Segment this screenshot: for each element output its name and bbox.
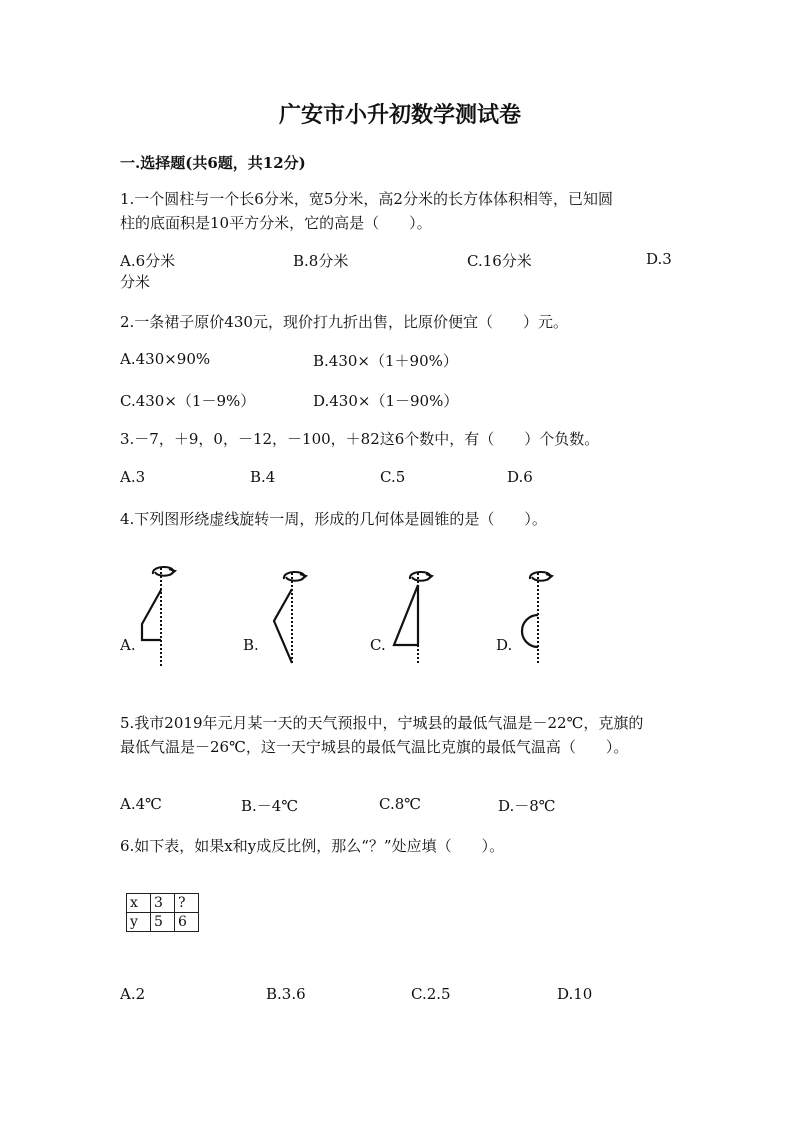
question-2-option-c[interactable]: C.430×（1－9%） bbox=[120, 392, 256, 410]
table-cell: 6 bbox=[175, 913, 199, 932]
question-6-line-1: 6.如下表，如果x和y成反比例，那么“？”处应填（ ）。 bbox=[120, 837, 505, 855]
question-5-option-c[interactable]: C.8℃ bbox=[379, 795, 422, 813]
question-2-option-a[interactable]: A.430×90% bbox=[120, 350, 211, 368]
figure-d-label[interactable]: D. bbox=[496, 636, 513, 654]
figure-b-label[interactable]: B. bbox=[243, 636, 259, 654]
figure-b-shape bbox=[266, 565, 326, 675]
ratio-table bbox=[126, 893, 199, 932]
table-cell: x bbox=[127, 894, 151, 913]
table-cell: y bbox=[127, 913, 151, 932]
question-3-option-d[interactable]: D.6 bbox=[507, 468, 533, 486]
question-5-option-d[interactable]: D.－8℃ bbox=[498, 797, 556, 815]
table-row bbox=[127, 894, 199, 913]
question-1-option-b[interactable]: B.8分米 bbox=[293, 252, 349, 270]
question-2-option-b[interactable]: B.430×（1＋90%） bbox=[313, 352, 458, 370]
question-5-line-2: 最低气温是－26℃，这一天宁城县的最低气温比克旗的最低气温高（ ）。 bbox=[120, 738, 629, 756]
question-3-option-c[interactable]: C.5 bbox=[380, 468, 406, 486]
question-2-option-d[interactable]: D.430×（1－90%） bbox=[313, 392, 459, 410]
figure-a-shape bbox=[135, 560, 195, 670]
question-1-option-d-wrap: 分米 bbox=[120, 273, 151, 291]
question-3-option-a[interactable]: A.3 bbox=[120, 468, 146, 486]
question-1-option-c[interactable]: C.16分米 bbox=[467, 252, 532, 270]
page-title: 广安市小升初数学测试卷 bbox=[278, 102, 521, 128]
figure-d-shape bbox=[512, 565, 572, 675]
table-cell: 5 bbox=[151, 913, 175, 932]
question-6-option-c[interactable]: C.2.5 bbox=[411, 985, 451, 1003]
question-5-option-b[interactable]: B.－4℃ bbox=[241, 797, 299, 815]
table-row bbox=[127, 913, 199, 932]
figure-c-label[interactable]: C. bbox=[370, 636, 386, 654]
question-1-option-d[interactable]: D.3 bbox=[646, 250, 672, 268]
question-1-option-a[interactable]: A.6分米 bbox=[120, 252, 176, 270]
question-2-line-1: 2.一条裙子原价430元，现价打九折出售，比原价便宜（ ）元。 bbox=[120, 313, 568, 331]
question-5-line-1: 5.我市2019年元月某一天的天气预报中，宁城县的最低气温是－22℃，克旗的 bbox=[120, 714, 644, 732]
figure-a-label[interactable]: A. bbox=[120, 636, 136, 654]
question-4-line-1: 4.下列图形绕虚线旋转一周，形成的几何体是圆锥的是（ ）。 bbox=[120, 510, 547, 528]
question-5-option-a[interactable]: A.4℃ bbox=[120, 795, 162, 813]
table-cell: 3 bbox=[151, 894, 175, 913]
figure-c-shape bbox=[392, 565, 452, 675]
question-6-option-a[interactable]: A.2 bbox=[120, 985, 146, 1003]
question-6-option-d[interactable]: D.10 bbox=[557, 985, 593, 1003]
question-1-line-2: 柱的底面积是10平方分米，它的高是（ ）。 bbox=[120, 214, 432, 232]
question-3-option-b[interactable]: B.4 bbox=[250, 468, 276, 486]
table-cell: ? bbox=[175, 894, 199, 913]
question-1-line-1: 1.一个圆柱与一个长6分米，宽5分米，高2分米的长方体体积相等，已知圆 bbox=[120, 190, 613, 208]
section-heading: 一.选择题(共6题，共12分) bbox=[120, 154, 306, 172]
question-6-option-b[interactable]: B.3.6 bbox=[266, 985, 306, 1003]
question-3-line-1: 3.－7，＋9，0，－12，－100，＋82这6个数中，有（ ）个负数。 bbox=[120, 430, 600, 448]
